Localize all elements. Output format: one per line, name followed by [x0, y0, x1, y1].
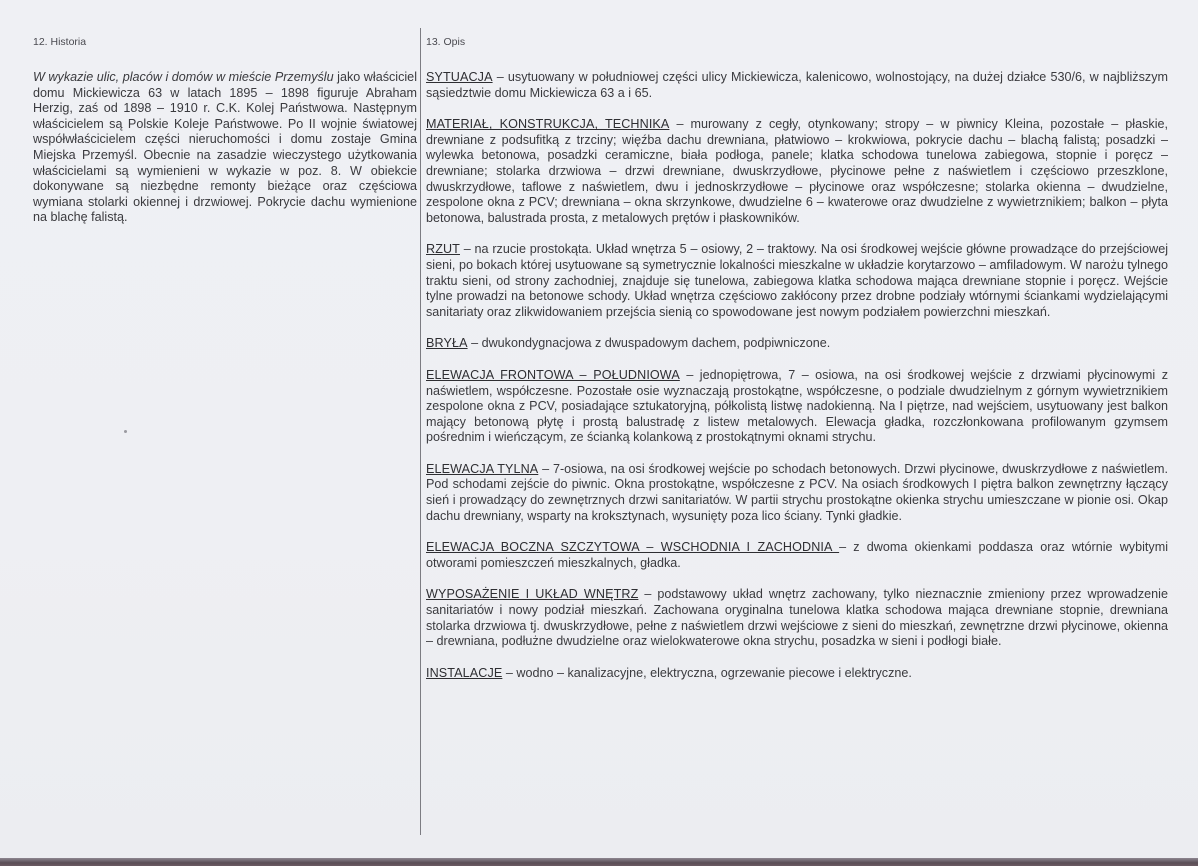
- history-column: [33, 36, 417, 226]
- section-heading: WYPOSAŻENIE I UKŁAD WNĘTRZ: [426, 587, 639, 602]
- section-body: – na rzucie prostokąta. Układ wnętrza 5 – osiowy, 2 – traktowy. Na osi środkowej wejście główne prowadzące do przejściowej sieni, po bokach której usytuowane są symetrycznie lokalności mieszkalne w układzie korytarzowo – amfiladowym. W narożu tylnego traktu sieni, od strony zachodniej, znajduje się tunelowa, zabiegowa klatka schodowa mająca drewniane stopnie i poręcz. Wejście tylne prowadzi na betonowe schody. Układ wnętrza częściowo zakłócony przez drobne podziały wtórnymi ściankami wydzielającymi sanitariaty oraz zlikwidowaniem przejścia sienią co spowodowane jest nowym podziałem powierzchni mieszkań.: [426, 242, 1168, 319]
- section-body: – z dwoma okienkami poddasza oraz wtórnie wybitymi otworami pomieszczeń mieszkalnych, gładka.: [426, 540, 1168, 570]
- description-section-label: 13. Opis: [426, 36, 466, 48]
- section-elewacja-tylna: [426, 462, 1168, 524]
- section-rzut: [426, 242, 1168, 320]
- history-paragraph: [33, 70, 417, 226]
- section-heading: ELEWACJA FRONTOWA – POŁUDNIOWA: [426, 367, 680, 382]
- section-heading: MATERIAŁ, KONSTRUKCJA, TECHNIKA: [426, 117, 670, 132]
- section-heading: ELEWACJA TYLNA: [426, 461, 539, 476]
- section-material: [426, 117, 1168, 226]
- section-body: – murowany z cegły, otynkowany; stropy – w piwnicy Kleina, pozostałe – płaskie, drewniane z podsufitką z trzciny; więźba dachu drewniana, płatwiowo – krokwiowa, pokrycie dachu – blachą falistą; posadzki – wylewka betonowa, posadzki ceramiczne, biała podłoga, panele; klatka schodowa tunelowa zabiegowa, stopnie i poręcz – drewniane; stolarka drzwiowa – drzwi drewniane, dwuskrzydłowe, płycinowe pełne z naświetlem i częściowo przeszklone, dwuskrzydłowe, taflowe z naświetlem, dwu i jednoskrzydłowe – płycinowe oraz współczesne; stolarka okienna – dwudzielne, zespolone okna z PCV; drewniana – okna skrzynkowe, dwudzielne 6 – kwaterowe oraz dwudzielne z wywietrznikiem; balkon – płyta betonowa, balustrada prosta, z metalowych prętów i płaskowników.: [426, 117, 1168, 225]
- section-wyposazenie: [426, 587, 1168, 649]
- section-bryla: [426, 336, 1168, 352]
- section-body: – usytuowany w południowej części ulicy Mickiewicza, kalenicowo, wolnostojący, na dużej działce 530/6, w najbliższym sąsiedztwie domu Mickiewicza 63 a i 65.: [426, 70, 1168, 100]
- section-heading: ELEWACJA BOCZNA SZCZYTOWA – WSCHODNIA I ZACHODNIA: [426, 540, 840, 555]
- history-body: jako właściciel domu Mickiewicza 63 w latach 1895 – 1898 figuruje Abraham Herzig, zaś od 1898 – 1910 r. C.K. Kolej Państwowa. Następnym właścicielem są Polskie Koleje Państwowe. Po II wojnie światowej współwłaścicielem części nieruchomości i domu zostaje Gmina Miejska Przemyśl. Obecnie na zasadzie wieczystego użytkowania właścicielami są wymienieni w wykazie w poz. 8. W obiekcie dokonywane są niezbędne remonty bieżące oraz częściowa wymiana stolarki okiennej i drzwiowej. Pokrycie dachu wymienione na blachę falistą.: [33, 70, 417, 225]
- section-elewacja-frontowa: [426, 368, 1168, 446]
- description-column: [426, 36, 1168, 697]
- section-body: – podstawowy układ wnętrz zachowany, tylko nieznacznie zmieniony przez wprowadzenie sanitariatów i nowy podział mieszkań. Zachowana oryginalna tunelowa klatka schodowa mająca drewniane stopnie, drewniana stolarka drzwiowa tj. dwuskrzydłowe, pełne z naświetlem drzwi wejściowe z sieni do mieszkań, zewnętrzne drzwi płycinowe, okienna – drewniana, podłużne dwudzielne oraz wielokwaterowe okna strychu, posadzka w sieni i podłogi białe.: [426, 587, 1168, 649]
- section-body: – dwukondygnacjowa z dwuspadowym dachem, podpiwniczone.: [467, 336, 831, 351]
- section-body: – jednopiętrowa, 7 – osiowa, na osi środkowej wejście z drzwiami płycinowymi z naświetlem, współczesne. Pozostałe osie wyznaczają prostokątne, współczesne, o podziale dwudzielnym z górnym wywietrznikiem zespolone okna z PCV, posiadające sztukatoryjną, półkolistą listwę nadokienną. Na I piętrze, nad wejściem, usytuowany jest balkon mający betonową płytę i prostą balustradę z listew metalowych. Elewacja gładka, rozczłonkowana profilowanym gzymsem pośrednim i wieńczącym, ze ścianką kolankową z prostokątnymi oknami strychu.: [426, 367, 1168, 445]
- section-body: – 7-osiowa, na osi środkowej wejście po schodach betonowych. Drzwi płycinowe, dwuskrzydłowe z naświetlem. Pod schodami zejście do piwnic. Okna prostokątne, współczesne z PCV. Na osiach środkowych I piętra balkon zewnętrzny łączący sień i prowadzący do zewnętrznych drzwi sanitariatów. W partii strychu prostokątne okienka strychu umieszczane w pionie osi. Okap dachu drewniany, wsparty na kroksztynach, wysunięty poza lico ściany. Tynki gładkie.: [426, 461, 1168, 523]
- scan-speck: [124, 430, 127, 433]
- section-heading: BRYŁA: [426, 336, 468, 351]
- history-source-title: W wykazie ulic, placów i domów w mieście Przemyślu: [33, 70, 334, 84]
- section-heading: SYTUACJA: [426, 70, 493, 84]
- section-sytuacja: [426, 70, 1168, 101]
- section-heading: INSTALACJE: [426, 665, 503, 680]
- section-elewacja-boczna: [426, 540, 1168, 571]
- column-divider: [420, 28, 421, 835]
- history-section-label: 12. Historia: [33, 36, 87, 48]
- section-heading: RZUT: [426, 242, 460, 257]
- section-body: – wodno – kanalizacyjne, elektryczna, ogrzewanie piecowe i elektryczne.: [502, 665, 912, 680]
- scan-bottom-edge: [0, 858, 1198, 866]
- section-instalacje: [426, 666, 1168, 682]
